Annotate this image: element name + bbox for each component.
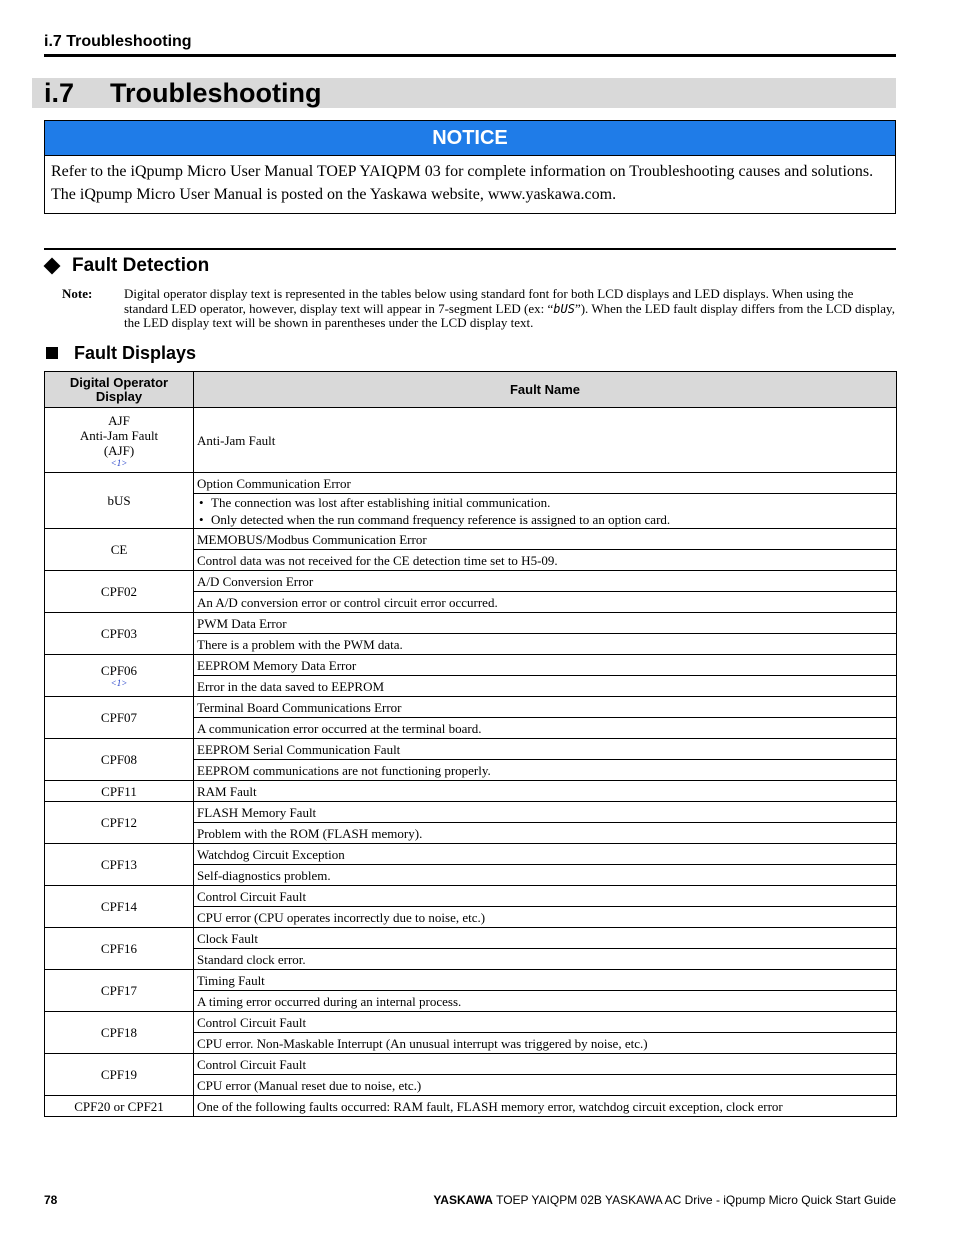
table-row bbox=[45, 613, 897, 634]
fault-description-cell: There is a problem with the PWM data. bbox=[194, 634, 897, 655]
fault-description-cell: CPU error. Non-Maskable Interrupt (An unusual interrupt was triggered by noise, etc.) bbox=[194, 1033, 897, 1054]
table-row bbox=[45, 844, 897, 865]
table-row bbox=[45, 408, 897, 473]
column-header-display: Digital Operator Display bbox=[45, 372, 194, 408]
display-code: CPF02 bbox=[100, 584, 138, 599]
bullet-dot-icon: • bbox=[199, 495, 204, 510]
display-cell bbox=[45, 970, 194, 1012]
fault-description-cell: EEPROM communications are not functioning properly. bbox=[194, 760, 897, 781]
display-cell bbox=[45, 928, 194, 970]
table-row bbox=[45, 739, 897, 760]
fault-name-cell: Option Communication Error bbox=[194, 473, 897, 494]
page-number: 78 bbox=[44, 1193, 58, 1207]
fault-name-cell: EEPROM Serial Communication Fault bbox=[194, 739, 897, 760]
bullet-text: The connection was lost after establishing initial communication. bbox=[211, 495, 551, 510]
footnote-ref-link[interactable]: <1> bbox=[110, 678, 128, 688]
bullet-text: Only detected when the run command frequency reference is assigned to an option card. bbox=[211, 512, 671, 527]
table-row bbox=[45, 928, 897, 949]
fault-description-cell: Standard clock error. bbox=[194, 949, 897, 970]
seven-segment-example: bUS bbox=[553, 301, 575, 316]
footer-doc-title: TOEP YAIQPM 02B YASKAWA AC Drive - iQpump Micro Quick Start Guide bbox=[496, 1193, 896, 1207]
bullet-item bbox=[197, 494, 893, 511]
display-code: CPF08 bbox=[100, 752, 138, 767]
display-cell bbox=[45, 1012, 194, 1054]
table-row bbox=[45, 571, 897, 592]
fault-name-cell: Control Circuit Fault bbox=[194, 886, 897, 907]
square-bullet-icon bbox=[46, 347, 58, 359]
display-cell bbox=[45, 739, 194, 781]
table-row bbox=[45, 1054, 897, 1075]
display-code: CPF16 bbox=[100, 941, 138, 956]
fault-description-cell bbox=[194, 494, 897, 529]
table-row bbox=[45, 781, 897, 802]
display-lcd-text: Anti-Jam Fault bbox=[79, 427, 159, 443]
notice-body bbox=[45, 156, 895, 213]
table-row bbox=[45, 473, 897, 494]
display-code: CPF20 or CPF21 bbox=[74, 1098, 164, 1114]
fault-name-cell: Control Circuit Fault bbox=[194, 1054, 897, 1075]
display-cell bbox=[45, 1054, 194, 1096]
display-cell bbox=[45, 886, 194, 928]
display-code: CPF13 bbox=[100, 857, 138, 872]
fault-name-cell: FLASH Memory Fault bbox=[194, 802, 897, 823]
display-led-text: (AJF) bbox=[103, 442, 135, 458]
display-code: CPF03 bbox=[100, 626, 138, 641]
fault-detection-title: Fault Detection bbox=[72, 255, 210, 276]
display-code: CPF18 bbox=[100, 1025, 138, 1040]
footer-brand: YASKAWA bbox=[433, 1193, 493, 1207]
notice-paragraph-1: Refer to the iQpump Micro User Manual TOEP YAIQPM 03 for complete information on Troubleshooting causes and solutions. bbox=[51, 163, 874, 180]
fault-name-cell: One of the following faults occurred: RAM fault, FLASH memory error, watchdog circuit exception, clock error bbox=[194, 1096, 897, 1117]
table-row bbox=[45, 529, 897, 550]
fault-name-cell: Terminal Board Communications Error bbox=[194, 697, 897, 718]
table-row bbox=[45, 1096, 897, 1117]
table-row bbox=[45, 886, 897, 907]
table-row bbox=[45, 1012, 897, 1033]
bullet-item bbox=[197, 511, 893, 528]
notice-box bbox=[44, 120, 896, 214]
fault-name-cell: MEMOBUS/Modbus Communication Error bbox=[194, 529, 897, 550]
display-code: CE bbox=[110, 542, 128, 557]
section-title: Troubleshooting bbox=[110, 77, 322, 108]
bullet-dot-icon: • bbox=[199, 512, 204, 527]
column-header-fault-name: Fault Name bbox=[194, 372, 897, 408]
fault-detection-heading bbox=[44, 254, 209, 278]
fault-displays-title: Fault Displays bbox=[74, 342, 197, 363]
fault-name-cell: PWM Data Error bbox=[194, 613, 897, 634]
display-cell bbox=[45, 697, 194, 739]
notice-heading: NOTICE bbox=[45, 121, 895, 156]
note-label: Note: bbox=[62, 286, 93, 301]
table-header-row bbox=[45, 372, 897, 408]
display-code: CPF07 bbox=[100, 710, 138, 725]
fault-description-cell: An A/D conversion error or control circuit error occurred. bbox=[194, 592, 897, 613]
table-row bbox=[45, 970, 897, 991]
display-cell bbox=[45, 571, 194, 613]
fault-description-cell: Problem with the ROM (FLASH memory). bbox=[194, 823, 897, 844]
fault-displays-heading bbox=[44, 342, 196, 364]
fault-name-cell: Watchdog Circuit Exception bbox=[194, 844, 897, 865]
diamond-bullet-icon bbox=[44, 258, 61, 275]
section-number: i.7 bbox=[44, 77, 75, 108]
table-row bbox=[45, 655, 897, 676]
fault-description-cell: Self-diagnostics problem. bbox=[194, 865, 897, 886]
display-cell bbox=[45, 655, 194, 697]
fault-description-cell: Control data was not received for the CE detection time set to H5-09. bbox=[194, 550, 897, 571]
fault-name-cell: Timing Fault bbox=[194, 970, 897, 991]
display-cell bbox=[45, 781, 194, 802]
notice-paragraph-2: The iQpump Micro User Manual is posted on the Yaskawa website, www.yaskawa.com. bbox=[51, 186, 617, 203]
note-text-part-1: Digital operator display text is represented in the tables below using standard font for both LCD displays and LED displays. When using the standard LED operator, however, display text will appear in 7-segment LED (ex: “ bbox=[124, 286, 854, 316]
display-cell bbox=[45, 844, 194, 886]
display-code: CPF06 bbox=[100, 663, 138, 678]
display-cell bbox=[45, 529, 194, 571]
fault-name-cell: Control Circuit Fault bbox=[194, 1012, 897, 1033]
display-cell bbox=[45, 408, 194, 473]
display-code: CPF12 bbox=[100, 815, 138, 830]
footer-title bbox=[433, 1193, 896, 1207]
note-text bbox=[124, 287, 898, 331]
display-code: AJF bbox=[108, 412, 130, 428]
footnote-ref-link[interactable]: <1> bbox=[110, 457, 128, 468]
display-cell bbox=[45, 802, 194, 844]
display-cell bbox=[45, 613, 194, 655]
section-divider bbox=[44, 248, 896, 250]
display-cell: bUS bbox=[45, 473, 194, 529]
display-cell bbox=[45, 1096, 194, 1117]
table-row bbox=[45, 697, 897, 718]
note-text-part-2: ”). When the LED fault display differs from the LCD display, the LED display text will be shown in parentheses under the LCD display text. bbox=[124, 300, 895, 330]
fault-description-cell: CPU error (Manual reset due to noise, etc.) bbox=[194, 1075, 897, 1096]
display-code: CPF19 bbox=[100, 1067, 138, 1082]
display-code: CPF14 bbox=[100, 899, 138, 914]
fault-name-cell: EEPROM Memory Data Error bbox=[194, 655, 897, 676]
display-code: CPF11 bbox=[101, 783, 137, 799]
fault-rows bbox=[45, 529, 897, 1117]
fault-description-cell: CPU error (CPU operates incorrectly due to noise, etc.) bbox=[194, 907, 897, 928]
display-code: CPF17 bbox=[100, 983, 138, 998]
fault-description-cell: Error in the data saved to EEPROM bbox=[194, 676, 897, 697]
table-row bbox=[45, 802, 897, 823]
running-head: i.7 Troubleshooting bbox=[44, 33, 896, 57]
fault-name-cell: Clock Fault bbox=[194, 928, 897, 949]
fault-name-cell: RAM Fault bbox=[194, 781, 897, 802]
fault-name-cell: Anti-Jam Fault bbox=[194, 408, 897, 473]
fault-description-cell: A communication error occurred at the terminal board. bbox=[194, 718, 897, 739]
note-block bbox=[62, 287, 898, 331]
fault-displays-table bbox=[44, 371, 897, 1117]
section-title-bar bbox=[32, 78, 896, 108]
fault-name-cell: A/D Conversion Error bbox=[194, 571, 897, 592]
fault-description-cell: A timing error occurred during an internal process. bbox=[194, 991, 897, 1012]
